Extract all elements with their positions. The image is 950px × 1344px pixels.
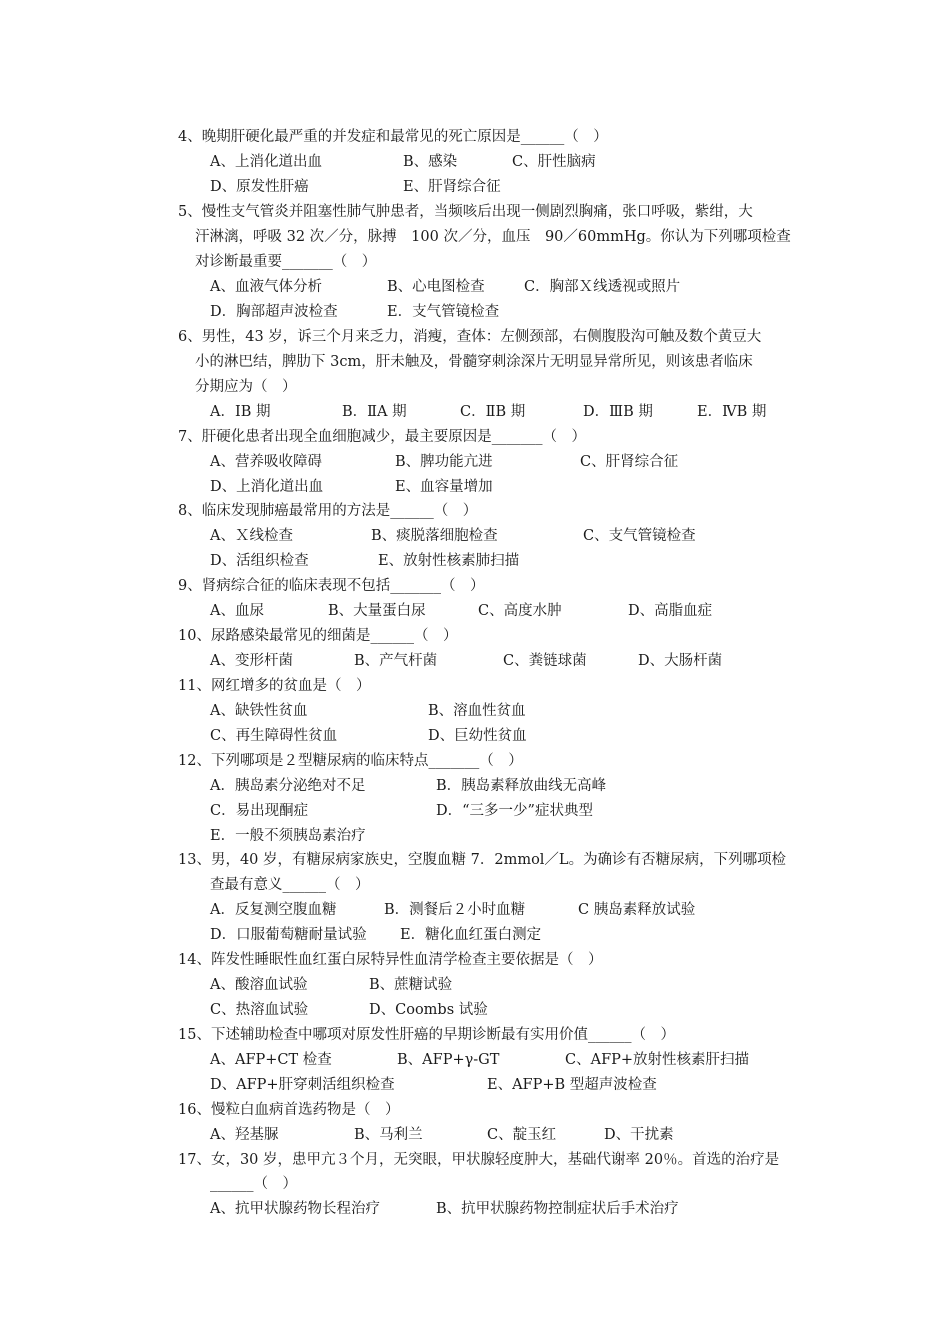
question-12-option-c[interactable]: C．易出现酮症: [210, 803, 309, 819]
question-15-stem: 15、下述辅助检查中哪项对原发性肝癌的早期诊断最有实用价值______（ ）: [178, 1027, 675, 1043]
question-12-option-b[interactable]: B．胰岛素释放曲线无高峰: [436, 778, 607, 794]
question-14-option-a[interactable]: A、酸溶血试验: [210, 977, 308, 993]
question-6-option-c[interactable]: C．ⅡB 期: [460, 404, 526, 420]
question-8-option-b[interactable]: B、痰脱落细胞检查: [371, 528, 498, 544]
question-4-option-e[interactable]: E、肝肾综合征: [403, 179, 501, 195]
question-14-option-b[interactable]: B、蔗糖试验: [369, 977, 453, 993]
question-10-option-d[interactable]: D、大肠杆菌: [638, 653, 723, 669]
question-17-option-a[interactable]: A、抗甲状腺药物长程治疗: [210, 1201, 380, 1217]
question-14-stem: 14、阵发性睡眠性血红蛋白尿特异性血清学检查主要依据是（ ）: [178, 952, 603, 968]
question-9-option-d[interactable]: D、高脂血症: [628, 603, 713, 619]
question-4-stem: 4、晚期肝硬化最严重的并发症和最常见的死亡原因是______（ ）: [178, 129, 608, 145]
question-6-option-a[interactable]: A．ⅠB 期: [210, 404, 271, 420]
question-13-option-d[interactable]: D．口服葡萄糖耐量试验: [210, 927, 367, 943]
question-8-stem: 8、临床发现肺癌最常用的方法是______（ ）: [178, 503, 478, 519]
question-8-option-d[interactable]: D、活组织检查: [210, 553, 309, 569]
question-8-option-c[interactable]: C、支气管镜检查: [583, 528, 696, 544]
question-11-option-b[interactable]: B、溶血性贫血: [428, 703, 526, 719]
question-10-option-a[interactable]: A、变形杆菌: [210, 653, 293, 669]
question-16-stem: 16、慢粒白血病首选药物是（ ）: [178, 1102, 400, 1118]
question-7-option-e[interactable]: E、血容量增加: [395, 479, 493, 495]
question-14-option-d[interactable]: D、Coombs 试验: [369, 1002, 488, 1018]
question-6-option-b[interactable]: B．ⅡA 期: [342, 404, 407, 420]
question-7-stem: 7、肝硬化患者出现全血细胞减少，最主要原因是_______（ ）: [178, 429, 586, 445]
question-10-option-c[interactable]: C、粪链球菌: [503, 653, 587, 669]
question-11-option-a[interactable]: A、缺铁性贫血: [210, 703, 308, 719]
question-16-option-a[interactable]: A、羟基脲: [210, 1127, 279, 1143]
question-5-option-b[interactable]: B、心电图检查: [387, 279, 485, 295]
question-13-stem-line-1: 13、男，40 岁，有糖尿病家族史，空腹血糖 7．2mmol／L。为确诊有否糖尿病，下列哪项检: [178, 852, 787, 868]
question-16-option-c[interactable]: C、靛玉红: [487, 1127, 557, 1143]
question-10-option-b[interactable]: B、产气杆菌: [354, 653, 438, 669]
question-9-option-b[interactable]: B、大量蛋白尿: [328, 603, 426, 619]
question-5-option-a[interactable]: A、血液气体分析: [210, 279, 322, 295]
question-17-option-b[interactable]: B、抗甲状腺药物控制症状后手术治疗: [436, 1201, 679, 1217]
question-7-option-c[interactable]: C、肝肾综合征: [580, 454, 679, 470]
question-13-stem-line-2: 查最有意义______（ ）: [210, 877, 370, 893]
question-8-option-e[interactable]: E、放射性核素肺扫描: [378, 553, 520, 569]
question-4-option-c[interactable]: C、肝性脑病: [512, 154, 596, 170]
question-9-stem: 9、肾病综合征的临床表现不包括_______（ ）: [178, 578, 485, 594]
question-5-stem-line-1: 5、慢性支气管炎并阻塞性肺气肿患者，当频咳后出现一侧剧烈胸痛，张口呼吸，紫绀，大: [178, 204, 753, 220]
question-13-option-c[interactable]: C 胰岛素释放试验: [578, 902, 696, 918]
question-9-option-c[interactable]: C、高度水肿: [478, 603, 562, 619]
question-7-option-b[interactable]: B、脾功能亢进: [395, 454, 493, 470]
question-10-stem: 10、尿路感染最常见的细菌是______（ ）: [178, 628, 458, 644]
question-12-option-e[interactable]: E．一般不须胰岛素治疗: [210, 828, 366, 844]
question-6-stem-line-1: 6、男性，43 岁，诉三个月来乏力，消瘦，查体：左侧颈部，右侧腹股沟可触及数个黄豆大: [178, 329, 762, 345]
question-7-option-a[interactable]: A、营养吸收障碍: [210, 454, 322, 470]
question-4-option-d[interactable]: D、原发性肝癌: [210, 179, 309, 195]
question-16-option-d[interactable]: D、干扰素: [604, 1127, 674, 1143]
question-9-option-a[interactable]: A、血尿: [210, 603, 264, 619]
question-13-option-b[interactable]: B．测餐后２小时血糖: [384, 902, 526, 918]
question-5-option-c[interactable]: C．胸部Ｘ线透视或照片: [524, 279, 681, 295]
question-17-stem-line-1: 17、女，30 岁，患甲亢３个月，无突眼，甲状腺轻度肿大，基础代谢率 20％。首选的治疗是: [178, 1152, 780, 1168]
question-12-stem: 12、下列哪项是２型糖尿病的临床特点_______（ ）: [178, 753, 523, 769]
question-13-option-e[interactable]: E．糖化血红蛋白测定: [400, 927, 542, 943]
question-16-option-b[interactable]: B、马利兰: [354, 1127, 423, 1143]
question-15-option-d[interactable]: D、AFP+肝穿刺活组织检查: [210, 1077, 395, 1093]
question-4-option-b[interactable]: B、感染: [403, 154, 458, 170]
question-12-option-d[interactable]: D．“三多一少”症状典型: [436, 803, 593, 819]
question-15-option-c[interactable]: C、AFP+放射性核素肝扫描: [565, 1052, 750, 1068]
question-14-option-c[interactable]: C、热溶血试验: [210, 1002, 309, 1018]
question-12-option-a[interactable]: A．胰岛素分泌绝对不足: [210, 778, 366, 794]
question-6-stem-line-2: 小的淋巴结，脾肋下 3cm，肝未触及，骨髓穿刺涂深片无明显异常所见，则该患者临床: [195, 354, 753, 370]
question-11-option-d[interactable]: D、巨幼性贫血: [428, 728, 527, 744]
question-7-option-d[interactable]: D、上消化道出血: [210, 479, 324, 495]
question-15-option-b[interactable]: B、AFP+γ-GT: [397, 1052, 500, 1068]
question-11-stem: 11、网红增多的贫血是（ ）: [178, 678, 371, 694]
question-15-option-e[interactable]: E、AFP+B 型超声波检查: [487, 1077, 657, 1093]
question-15-option-a[interactable]: A、AFP+CT 检查: [210, 1052, 332, 1068]
question-5-stem-line-3: 对诊断最重要_______（ ）: [195, 254, 377, 270]
question-5-option-d[interactable]: D．胸部超声波检查: [210, 304, 338, 320]
question-11-option-c[interactable]: C、再生障碍性贫血: [210, 728, 338, 744]
question-5-stem-line-2: 汗淋漓，呼吸 32 次／分，脉搏 100 次／分，血压 90／60mmHg。你认为下列哪项检查: [195, 229, 791, 245]
question-6-option-e[interactable]: E．ⅣB 期: [697, 404, 767, 420]
question-6-stem-line-3: 分期应为（ ）: [195, 379, 297, 395]
question-13-option-a[interactable]: A．反复测空腹血糖: [210, 902, 337, 918]
question-8-option-a[interactable]: A、Ｘ线检查: [210, 528, 293, 544]
question-6-option-d[interactable]: D．ⅢB 期: [583, 404, 653, 420]
question-5-option-e[interactable]: E．支气管镜检查: [387, 304, 500, 320]
question-4-option-a[interactable]: A、上消化道出血: [210, 154, 322, 170]
question-17-stem-line-2: ______（ ）: [210, 1176, 297, 1192]
